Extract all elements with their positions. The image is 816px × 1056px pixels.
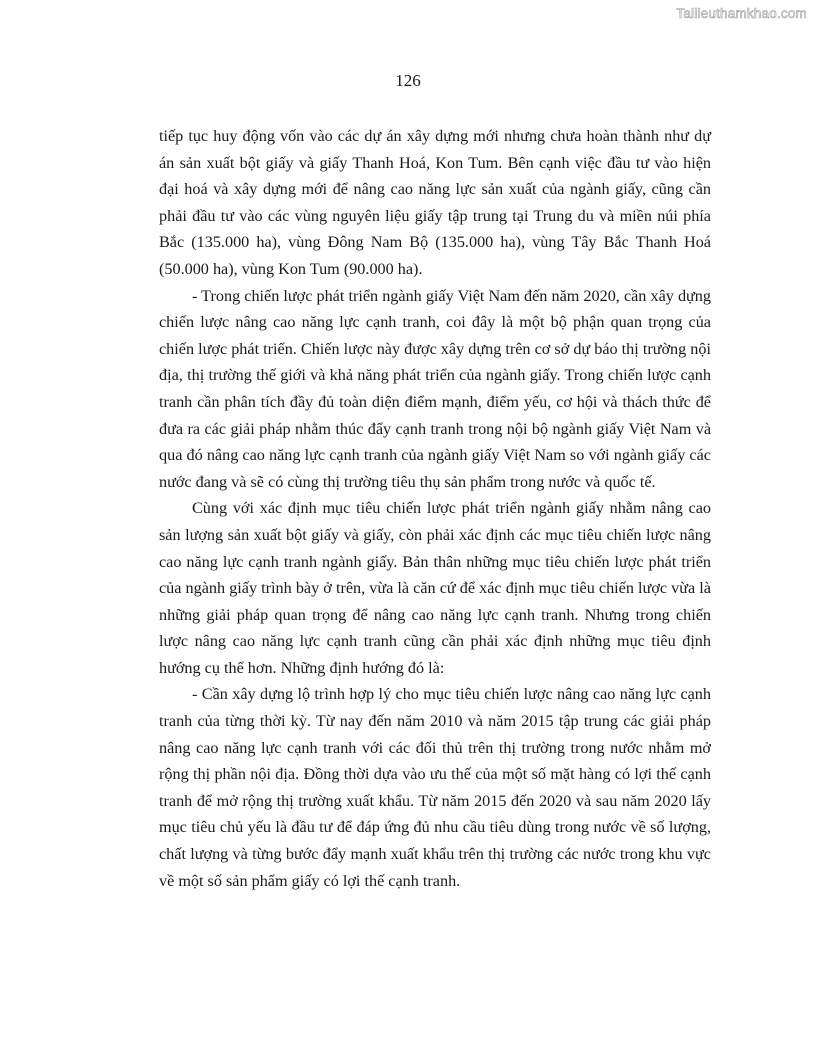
page-number: 126 xyxy=(395,71,421,90)
watermark-text: Tailieuthamkhao.com xyxy=(676,6,807,21)
paragraph-3: Cùng với xác định mục tiêu chiến lược phát triển ngành giấy nhằm nâng cao sản lượng sản xuất bột giấy và giấy, còn phải xác định các mục tiêu chiến lược nâng cao năng lực cạnh tranh ngành giấy. Bản thân những mục tiêu chiến lược phát triển của ngành giấy trình bày ở trên, vừa là căn cứ để xác định mục tiêu chiến lược vừa là những giải pháp quan trọng để nâng cao năng lực cạnh tranh. Nhưng trong chiến lược nâng cao năng lực cạnh tranh cũng cần phải xác định những mục tiêu định hướng cụ thể hơn. Những định hướng đó là: xyxy=(159,499,711,677)
paragraph-1: tiếp tục huy động vốn vào các dự án xây dựng mới nhưng chưa hoàn thành như dự án sản xuất bột giấy và giấy Thanh Hoá, Kon Tum. Bên cạnh việc đầu tư vào hiện đại hoá và xây dựng mới để nâng cao năng lực sản xuất của ngành giấy, cũng cần phải đầu tư vào các vùng nguyên liệu giấy tập trung tại Trung du và miền núi phía Bắc (135.000 ha), vùng Đông Nam Bộ (135.000 ha), vùng Tây Bắc Thanh Hoá (50.000 ha), vùng Kon Tum (90.000 ha). xyxy=(159,127,711,278)
document-body xyxy=(159,123,711,894)
paragraph-4: - Cần xây dựng lộ trình hợp lý cho mục tiêu chiến lược nâng cao năng lực cạnh tranh của từng thời kỳ. Từ nay đến năm 2010 và năm 2015 tập trung các giải pháp nâng cao năng lực cạnh tranh với các đối thủ trên thị trường trong nước nhằm mở rộng thị phần nội địa. Đồng thời dựa vào ưu thế của một số mặt hàng có lợi thế cạnh tranh để mở rộng thị trường xuất khẩu. Từ năm 2015 đến 2020 và sau năm 2020 lấy mục tiêu chủ yếu là đầu tư để đáp ứng đủ nhu cầu tiêu dùng trong nước về số lượng, chất lượng và từng bước đẩy mạnh xuất khẩu trên thị trường các nước trong khu vực về một số sản phẩm giấy có lợi thế cạnh tranh. xyxy=(159,685,711,890)
paragraph-2: - Trong chiến lược phát triển ngành giấy Việt Nam đến năm 2020, cần xây dựng chiến lược nâng cao năng lực cạnh tranh, coi đây là một bộ phận quan trọng của chiến lược phát triển. Chiến lược này được xây dựng trên cơ sở dự báo thị trường nội địa, thị trường thế giới và khả năng phát triển của ngành giấy. Trong chiến lược cạnh tranh cần phân tích đầy đủ toàn diện điểm mạnh, điểm yếu, cơ hội và thách thức để đưa ra các giải pháp nhằm thúc đẩy cạnh tranh trong nội bộ ngành giấy Việt Nam và qua đó nâng cao năng lực cạnh tranh của ngành giấy Việt Nam so với ngành giấy các nước đang và sẽ có cùng thị trường tiêu thụ sản phẩm trong nước và quốc tế. xyxy=(159,286,711,491)
